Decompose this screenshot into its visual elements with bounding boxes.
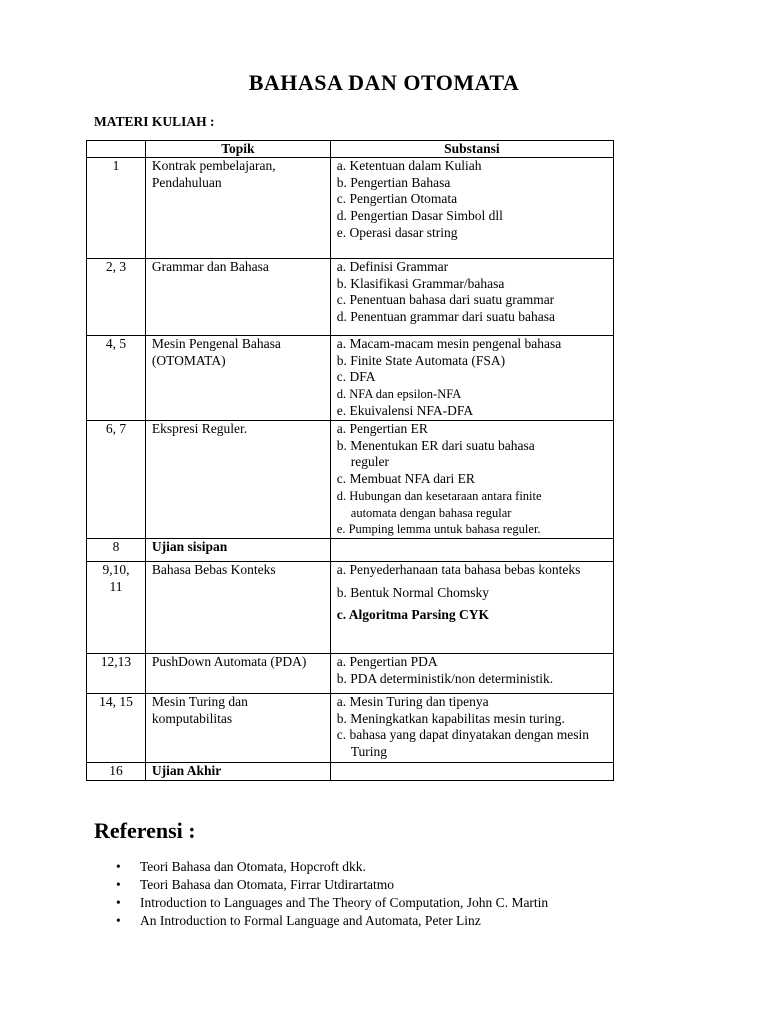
table-row bbox=[87, 336, 614, 421]
table-row bbox=[87, 762, 614, 780]
bullet-icon: • bbox=[116, 895, 121, 910]
substance-item: d. Pengertian Dasar Simbol dll bbox=[336, 208, 503, 224]
substance-item: c. Algoritma Parsing CYK bbox=[336, 607, 489, 623]
row-substance bbox=[330, 336, 613, 421]
row-topic bbox=[145, 259, 330, 336]
references-list bbox=[94, 858, 548, 930]
header-substansi: Substansi bbox=[330, 141, 613, 158]
substance-item: e. Ekuivalensi NFA-DFA bbox=[336, 402, 474, 418]
topic-line: Kontrak pembelajaran, bbox=[151, 158, 276, 173]
reference-text: Teori Bahasa dan Otomata, Firrar Utdirartatmo bbox=[140, 877, 394, 892]
row-number: 4, 5 bbox=[87, 336, 146, 421]
substance-item: a. Pengertian ER bbox=[336, 421, 428, 436]
bullet-icon: • bbox=[116, 859, 121, 874]
substance-item: b. Pengertian Bahasa bbox=[336, 174, 451, 190]
substance-item: a. Macam-macam mesin pengenal bahasa bbox=[336, 336, 562, 351]
table-row bbox=[87, 259, 614, 336]
substance-item: d. Hubungan dan kesetaraan antara finite automata dengan bahasa regular bbox=[336, 488, 542, 520]
table-row bbox=[87, 538, 614, 561]
row-topic bbox=[145, 158, 330, 259]
topic-line: Bahasa Bebas Konteks bbox=[151, 561, 276, 577]
row-substance bbox=[330, 538, 613, 561]
row-number: 8 bbox=[87, 538, 146, 561]
substance-item: c. Penentuan bahasa dari suatu grammar bbox=[336, 292, 555, 308]
topic-line: (OTOMATA) bbox=[151, 352, 226, 368]
syllabus-table bbox=[86, 140, 614, 781]
reference-text: An Introduction to Formal Language and Automata, Peter Linz bbox=[140, 913, 481, 928]
reference-item bbox=[94, 912, 548, 930]
topic-line: Pendahuluan bbox=[151, 174, 222, 190]
section-subheading: MATERI KULIAH : bbox=[94, 114, 215, 129]
substance-item: a. Definisi Grammar bbox=[336, 259, 449, 274]
reference-text: Introduction to Languages and The Theory of Computation, John C. Martin bbox=[140, 895, 549, 910]
row-number: 12,13 bbox=[87, 653, 146, 693]
substance-item: c. bahasa yang dapat dinyatakan dengan mesin Turing bbox=[336, 727, 590, 760]
substance-item: a. Pengertian PDA bbox=[336, 653, 438, 669]
bullet-icon: • bbox=[116, 913, 121, 928]
substance-item: d. Penentuan grammar dari suatu bahasa bbox=[336, 309, 555, 325]
substance-item: c. Pengertian Otomata bbox=[336, 191, 458, 207]
header-no bbox=[87, 141, 146, 158]
topic-line: komputabilitas bbox=[151, 710, 233, 726]
substance-item: a. Ketentuan dalam Kuliah bbox=[336, 158, 482, 173]
row-substance bbox=[330, 561, 613, 653]
substance-item: b. Meningkatkan kapabilitas mesin turing. bbox=[336, 710, 565, 726]
row-number: 1 bbox=[87, 158, 146, 259]
document-title: BAHASA DAN OTOMATA bbox=[248, 70, 520, 95]
row-substance bbox=[330, 158, 613, 259]
row-topic bbox=[145, 561, 330, 653]
substance-item: c. DFA bbox=[336, 369, 376, 385]
substance-item: e. Pumping lemma untuk bahasa reguler. bbox=[336, 522, 541, 537]
topic-line: Mesin Pengenal Bahasa bbox=[151, 336, 281, 351]
substance-item: a. Penyederhanaan tata bahasa bebas konteks bbox=[336, 561, 581, 577]
topic-line: Ekspresi Reguler. bbox=[151, 421, 248, 436]
row-substance bbox=[330, 653, 613, 693]
table-row bbox=[87, 561, 614, 653]
row-topic bbox=[145, 693, 330, 762]
row-topic bbox=[145, 421, 330, 539]
row-substance bbox=[330, 259, 613, 336]
reference-text: Teori Bahasa dan Otomata, Hopcroft dkk. bbox=[140, 859, 366, 874]
substance-item: b. Menentukan ER dari suatu bahasa reguler bbox=[336, 437, 535, 470]
row-substance bbox=[330, 693, 613, 762]
row-number: 16 bbox=[87, 762, 146, 780]
row-substance bbox=[330, 421, 613, 539]
row-topic bbox=[145, 336, 330, 421]
row-topic bbox=[145, 762, 330, 780]
row-topic bbox=[145, 653, 330, 693]
row-number: 14, 15 bbox=[87, 693, 146, 762]
topic-line: Mesin Turing dan bbox=[151, 693, 248, 709]
row-topic bbox=[145, 538, 330, 561]
table-header-row bbox=[87, 141, 614, 158]
reference-item bbox=[94, 876, 548, 894]
row-number bbox=[87, 561, 146, 653]
substance-item: e. Operasi dasar string bbox=[336, 224, 458, 240]
substance-item: b. PDA deterministik/non deterministik. bbox=[336, 670, 554, 686]
reference-item bbox=[94, 894, 548, 912]
substance-item: d. NFA dan epsilon-NFA bbox=[336, 387, 462, 402]
reference-item bbox=[94, 858, 548, 876]
bullet-icon: • bbox=[116, 877, 121, 892]
table-row bbox=[87, 693, 614, 762]
topic-line: PushDown Automata (PDA) bbox=[151, 653, 307, 669]
substance-item: b. Finite State Automata (FSA) bbox=[336, 352, 506, 368]
topic-line: Ujian Akhir bbox=[151, 762, 222, 778]
table-row bbox=[87, 158, 614, 259]
row-number-text: 9,10, 11 bbox=[102, 561, 130, 594]
row-substance bbox=[330, 762, 613, 780]
topic-line: Ujian sisipan bbox=[151, 538, 228, 554]
substance-item: b. Bentuk Normal Chomsky bbox=[336, 584, 490, 600]
header-topik: Topik bbox=[145, 141, 330, 158]
substance-item: b. Klasifikasi Grammar/bahasa bbox=[336, 275, 505, 291]
table-row bbox=[87, 421, 614, 539]
references-title: Referensi : bbox=[94, 818, 196, 843]
topic-line: Grammar dan Bahasa bbox=[151, 259, 269, 274]
row-number: 2, 3 bbox=[87, 259, 146, 336]
substance-item: a. Mesin Turing dan tipenya bbox=[336, 693, 489, 709]
row-number: 6, 7 bbox=[87, 421, 146, 539]
table-row bbox=[87, 653, 614, 693]
substance-item: c. Membuat NFA dari ER bbox=[336, 471, 475, 487]
